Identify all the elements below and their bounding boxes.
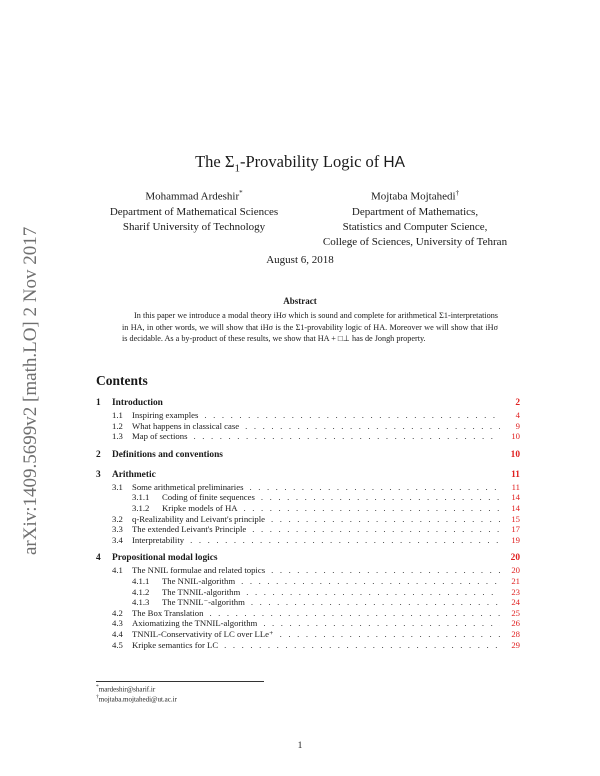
abstract-body: In this paper we introduce a modal theory iHσ which is sound and complete for arithmetical Σ1-interpretations in HA, in other words, we will show that iHσ is the Σ1-provability logic of HA. Moreover we will show that iHσ is decidable. As a by-product of these results, we show that HA + □⊥ has de Jongh property. [122,311,498,343]
toc-number: 4 [96,553,101,564]
contents-heading: Contents [96,373,148,388]
paper-title [0,152,600,174]
toc-leader-dots [280,629,500,639]
toc-leader-dots [246,587,500,597]
toc-label[interactable]: Definitions and conventions [112,449,223,460]
toc-label[interactable]: Kripke semantics for LC [132,639,219,650]
toc-page-link[interactable]: 14 [511,492,520,503]
toc-subsection[interactable] [96,629,520,640]
toc-subsection[interactable] [96,618,520,629]
toc-number: 3.2 [112,513,123,524]
toc-number: 4.3 [112,618,123,629]
toc-number: 1.2 [112,420,123,431]
toc-number: 4.4 [112,628,123,639]
toc-leader-dots [251,597,500,607]
toc-number: 3.1.2 [132,502,150,513]
abstract-heading: Abstract [283,296,317,306]
toc-subsection[interactable] [96,482,520,493]
toc-number: 3.1 [112,481,123,492]
title-prefix: The Σ [195,152,235,171]
toc-subsection[interactable] [96,608,520,619]
toc-leader-dots [245,421,500,431]
toc-page-link[interactable]: 29 [511,639,520,650]
toc-page-link[interactable]: 15 [511,513,520,524]
toc-number: 4.2 [112,607,123,618]
author-affiliation-line: Department of Mathematical Sciences [109,205,279,218]
author-affiliation-line: College of Sciences, University of Tehran [322,235,508,248]
toc-number: 3 [96,469,101,480]
toc-subsection[interactable] [96,431,520,442]
toc-subsection[interactable] [96,514,520,525]
toc-leader-dots [194,431,501,441]
toc-subsection[interactable] [96,410,520,421]
toc-section[interactable] [96,553,520,565]
author-name: Mojtaba Mojtahedi [370,190,456,203]
toc-label[interactable]: The extended Leivant's Principle [132,524,247,535]
toc-page-link[interactable]: 14 [511,502,520,513]
toc-number: 1.3 [112,431,123,442]
toc-section[interactable] [96,470,520,482]
toc-number: 3.3 [112,524,123,535]
toc-label[interactable]: The Box Translation [132,607,204,618]
footnote-mark: * [96,684,99,690]
toc-number: 4.1 [112,565,123,576]
footnote-2 [96,694,177,703]
toc-number: 3.4 [112,534,123,545]
toc-leader-dots [249,482,500,492]
toc-leader-dots [252,524,500,534]
toc-label[interactable]: Map of sections [132,431,188,442]
author-footnote-mark: † [455,189,460,197]
footnote-email: mojtaba.mojtahedi@ut.ac.ir [98,695,177,704]
toc-subsection[interactable] [96,565,520,576]
toc-leader-dots [263,618,500,628]
toc-label[interactable]: The TNNIL⁻-algorithm [162,597,245,608]
title-middle: -Provability Logic of [239,152,384,171]
toc-label[interactable]: q-Realizability and Leivant's principle [132,513,266,524]
title-subscript: 1 [234,162,240,175]
toc-page-link[interactable]: 21 [511,575,520,586]
toc-leader-dots [271,565,500,575]
toc-page-link[interactable]: 11 [511,481,520,492]
toc-number: 1 [96,398,101,408]
toc-label[interactable]: Introduction [112,398,163,408]
toc-leader-dots [261,492,500,502]
toc-label[interactable]: Inspiring examples [132,410,199,420]
toc-leader-dots [271,514,500,524]
toc-leader-dots [224,640,500,650]
toc-number: 4.1.2 [132,586,150,597]
footnote-1 [96,684,155,693]
toc-label[interactable]: TNNIL-Conservativity of LC over LLe⁺ [132,628,274,639]
author-name: Mohammad Ardeshir [145,190,240,203]
footnote-mark: † [96,694,99,700]
toc-subsection[interactable] [96,524,520,535]
toc-label[interactable]: The NNIL formulae and related topics [132,565,266,576]
toc-leader-dots [209,608,500,618]
toc-page-link[interactable]: 20 [510,553,520,564]
toc-leader-dots [190,535,500,545]
toc-number: 3.1.1 [132,492,150,503]
toc-subsection[interactable] [96,640,520,651]
toc-page-link[interactable]: 20 [511,565,520,576]
toc-page-link[interactable]: 17 [511,524,520,535]
arxiv-stamp: arXiv:1409.5699v2 [math.LO] 2 Nov 2017 [20,226,41,555]
toc-subsection[interactable] [96,421,520,432]
toc-number: 2 [96,449,101,460]
toc-label[interactable]: The NNIL-algorithm [162,575,236,586]
toc-page-link[interactable]: 9 [515,420,520,431]
toc-page-link[interactable]: 25 [511,607,520,618]
toc-section[interactable] [96,398,520,410]
toc-label[interactable]: What happens in classical case [132,420,240,431]
toc-page-link[interactable]: 10 [510,449,520,460]
toc-page-link[interactable]: 19 [511,534,520,545]
toc-label[interactable]: Arithmetic [112,469,156,480]
toc-number: 1.1 [112,410,123,420]
toc-section[interactable] [96,450,520,462]
toc-subsubsection[interactable] [96,597,520,608]
toc-subsubsection[interactable] [96,587,520,598]
toc-page-link[interactable]: 4 [515,410,520,420]
toc-leader-dots [204,410,500,420]
toc-page-link[interactable]: 2 [515,398,520,408]
toc-label[interactable]: Kripke models of HA [162,502,238,513]
toc-number: 4.1.1 [132,575,150,586]
toc-subsubsection[interactable] [96,503,520,514]
paper-date: August 6, 2018 [266,254,334,266]
toc-label[interactable]: The TNNIL-algorithm [162,586,241,597]
toc-label[interactable]: Interpretability [132,534,185,545]
author-footnote-mark: * [239,189,243,197]
toc-page-link[interactable]: 11 [511,469,520,480]
toc-leader-dots [244,503,500,513]
toc-page-link[interactable]: 28 [511,628,520,639]
toc-label[interactable]: Some arithmetical preliminaries [132,481,244,492]
author-block-2 [305,186,525,250]
toc-number: 4.1.3 [132,597,150,608]
toc-number: 4.5 [112,639,123,650]
author-affiliation-line: Department of Mathematics, [351,205,479,218]
toc-label[interactable]: Coding of finite sequences [162,492,255,503]
footnote-rule [96,681,264,682]
toc-page-link[interactable]: 24 [511,597,520,608]
page-number: 1 [297,741,303,751]
toc-subsubsection[interactable] [96,492,520,503]
toc-page-link[interactable]: 26 [511,618,520,629]
toc-subsubsection[interactable] [96,576,520,587]
toc-label[interactable]: Propositional modal logics [112,553,218,564]
author-affiliation-line: Sharif University of Technology [122,220,266,233]
author-block-1 [105,186,283,235]
toc-page-link[interactable]: 10 [511,431,520,442]
table-of-contents [96,398,520,650]
toc-subsection[interactable] [96,535,520,546]
footnote-email: mardeshir@sharif.ir [98,685,156,694]
toc-leader-dots [241,576,500,586]
title-ha: HA [383,154,405,171]
author-affiliation-line: Statistics and Computer Science, [342,220,488,233]
toc-label[interactable]: Axiomatizing the TNNIL-algorithm [132,618,258,629]
toc-page-link[interactable]: 23 [511,586,520,597]
